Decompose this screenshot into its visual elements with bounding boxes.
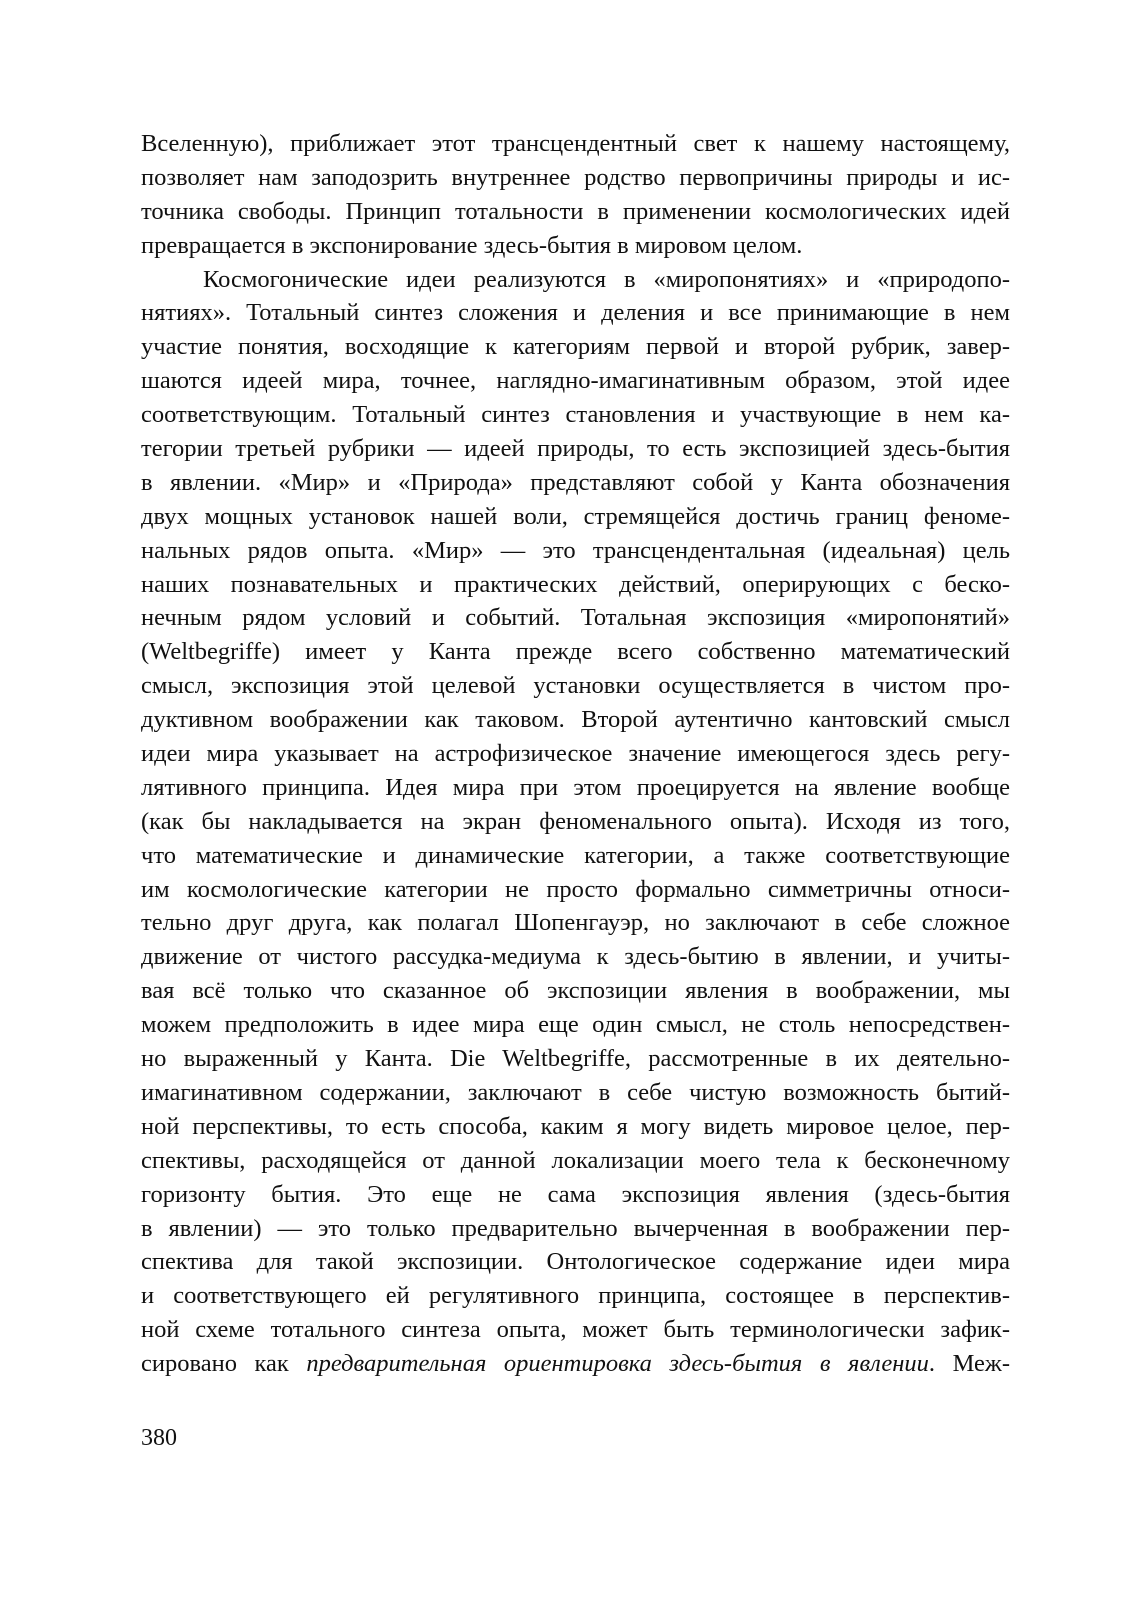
text-line: соответствующим. Тотальный синтез становления и участвующие в нем ка- xyxy=(141,401,1010,429)
text-line: шаются идеей мира, точнее, наглядно-имагинативным образом, этой идее xyxy=(141,367,1010,395)
text-line: вая всё только что сказанное об экспозиции явления в воображении, мы xyxy=(141,977,1010,1005)
text-line: но выраженный у Канта. Die Weltbegriffe, рассмотренные в их деятельно- xyxy=(141,1045,1010,1073)
text-line: тельно друг друга, как полагал Шопенгауэр, но заключают в себе сложное xyxy=(141,909,1010,937)
text-run: сировано как xyxy=(141,1350,307,1378)
text-line: двух мощных установок нашей воли, стремящейся достичь границ феноме- xyxy=(141,502,1010,530)
text-line: ной перспективы, то есть способа, каким я могу видеть мировое целое, пер- xyxy=(141,1112,1010,1140)
text-line: точника свободы. Принцип тотальности в применении космологических идей xyxy=(141,197,1010,225)
text-line: спектива для такой экспозиции. Онтологическое содержание идеи мира xyxy=(141,1248,1010,1276)
text-line: в явлении) — это только предварительно вычерченная в воображении пер- xyxy=(141,1214,1010,1242)
text-line: им космологические категории не просто формально симметричны относи- xyxy=(141,875,1010,903)
text-line: нечным рядом условий и событий. Тотальная экспозиция «миропонятий» xyxy=(141,604,1010,632)
text-run: . Меж- xyxy=(928,1350,1011,1378)
text-line: можем предположить в идее мира еще один смысл, не столь непосредствен- xyxy=(141,1011,1010,1039)
page-number: 380 xyxy=(141,1425,177,1451)
paragraph-1 xyxy=(141,127,1010,263)
page-body-text xyxy=(141,127,1010,1381)
text-line: лятивного принципа. Идея мира при этом проецируется на явление вообще xyxy=(141,773,1010,801)
text-line: (Weltbegriffe) имеет у Канта прежде всего собственно математический xyxy=(141,638,1010,666)
text-line: дуктивном воображении как таковом. Второй аутентично кантовский смысл xyxy=(141,706,1010,734)
text-line: спективы, расходящейся от данной локализации моего тела к бесконечному xyxy=(141,1146,1010,1174)
text-line: что математические и динамические категории, а также соответствующие xyxy=(141,841,1010,869)
text-line: движение от чистого рассудка-медиума к здесь-бытию в явлении, и учиты- xyxy=(141,943,1010,971)
text-line: (как бы накладывается на экран феноменального опыта). Исходя из того, xyxy=(141,807,1010,835)
text-line: Космогонические идеи реализуются в «миропонятиях» и «природопо- xyxy=(203,265,1010,293)
text-line: нальных рядов опыта. «Мир» — это трансцендентальная (идеальная) цель xyxy=(141,536,1010,564)
text-line: в явлении. «Мир» и «Природа» представляют собой у Канта обозначения xyxy=(141,468,1010,496)
emphasized-term: предварительная ориентировка здесь-бытия в явлении xyxy=(306,1350,929,1378)
text-line: идеи мира указывает на астрофизическое значение имеющегося здесь регу- xyxy=(141,740,1010,768)
text-line: имагинативном содержании, заключают в себе чистую возможность бытий- xyxy=(141,1078,1010,1106)
text-line: Вселенную), приближает этот трансцендентный свет к нашему настоящему, xyxy=(141,130,1010,157)
text-line: горизонту бытия. Это еще не сама экспозиция явления (здесь-бытия xyxy=(141,1180,1010,1208)
paragraph-2 xyxy=(141,263,1010,1381)
text-line: участие понятия, восходящие к категориям первой и второй рубрик, завер- xyxy=(141,333,1010,361)
text-line: позволяет нам заподозрить внутреннее родство первопричины природы и ис- xyxy=(141,163,1010,191)
text-line-final xyxy=(141,1347,1010,1381)
text-line: смысл, экспозиция этой целевой установки осуществляется в чистом про- xyxy=(141,672,1010,700)
text-line: превращается в экспонирование здесь-бытия в мировом целом. xyxy=(141,231,803,259)
text-line: нятиях». Тотальный синтез сложения и деления и все принимающие в нем xyxy=(141,299,1010,327)
text-line: ной схеме тотального синтеза опыта, может быть терминологически зафик- xyxy=(141,1316,1010,1344)
text-line: и соответствующего ей регулятивного принципа, состоящее в перспектив- xyxy=(141,1282,1010,1310)
text-line: наших познавательных и практических действий, оперирующих с беско- xyxy=(141,570,1010,598)
text-line: тегории третьей рубрики — идеей природы, то есть экспозицией здесь-бытия xyxy=(141,435,1010,463)
